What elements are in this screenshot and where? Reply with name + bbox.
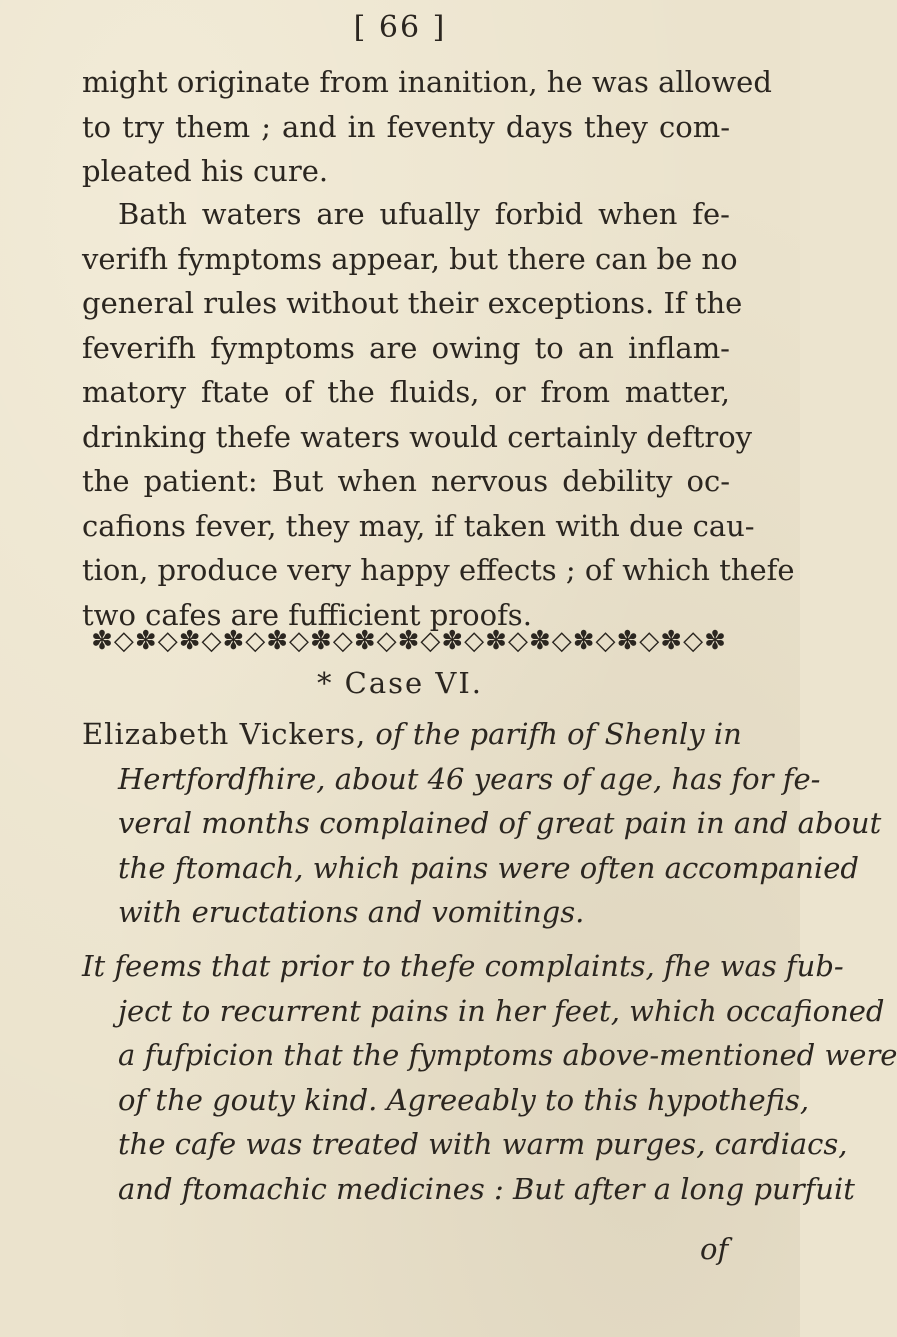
text-line: veral months complained of great pain in and about (118, 806, 882, 840)
text-line: might originate from inanition, he was allowed (82, 65, 772, 99)
page-number: [ 66 ] (353, 10, 447, 45)
text-line: the cafe was treated with warm purges, cardiacs, (118, 1127, 848, 1161)
text-line: with eructations and vomitings. (118, 895, 585, 929)
ornament-divider: ✽◇✽◇✽◇✽◇✽◇✽◇✽◇✽◇✽◇✽◇✽◇✽◇✽◇✽◇✽ (91, 626, 727, 656)
text-line: Bath waters are ufually forbid when fe- (118, 197, 730, 231)
text-line: It feems that prior to thefe complaints, fhe was fub- (82, 949, 844, 983)
catchword: of (700, 1232, 729, 1266)
text-line: and ftomachic medicines : But after a long purfuit (118, 1171, 855, 1206)
text-line: ject to recurrent pains in her feet, which occafioned (118, 993, 885, 1028)
text-line: two cafes are fufficient proofs. (82, 597, 532, 632)
paragraph-bath-waters (82, 192, 795, 637)
text-line: matory ftate of the fluids, or from matter, (82, 375, 730, 409)
case-introduction (82, 712, 882, 935)
text-line: of the parifh of Shenly in (366, 717, 742, 751)
case-heading: * Case VI. (316, 666, 484, 700)
paragraph-inanition (82, 60, 772, 194)
text-line: pleated his cure. (82, 154, 329, 188)
text-line: to try them ; and in feventy days they com- (82, 109, 730, 144)
text-line: of the gouty kind. Agreeably to this hypothefis, (118, 1082, 810, 1117)
text-line: Hertfordfhire, about 46 years of age, has for fe- (118, 761, 821, 796)
text-line: cafions fever, they may, if taken with due cau- (82, 508, 755, 543)
text-line: general rules without their exceptions. If the (82, 286, 743, 320)
text-line: verifh fymptoms appear, but there can be no (82, 241, 738, 276)
text-line: a fufpicion that the fymptoms above-mentioned were (118, 1038, 897, 1072)
text-line (82, 712, 742, 757)
text-line: feverifh fymptoms are owing to an inflam- (82, 330, 730, 365)
patient-name: Elizabeth Vickers, (82, 717, 367, 751)
case-history (82, 944, 897, 1211)
text-line: drinking thefe waters would certainly deftroy (82, 419, 753, 454)
text-line: the patient: But when nervous debility oc- (82, 464, 730, 498)
text-line: tion, produce very happy effects ; of which thefe (82, 553, 795, 587)
text-line: the ftomach, which pains were often accompanied (118, 850, 859, 885)
